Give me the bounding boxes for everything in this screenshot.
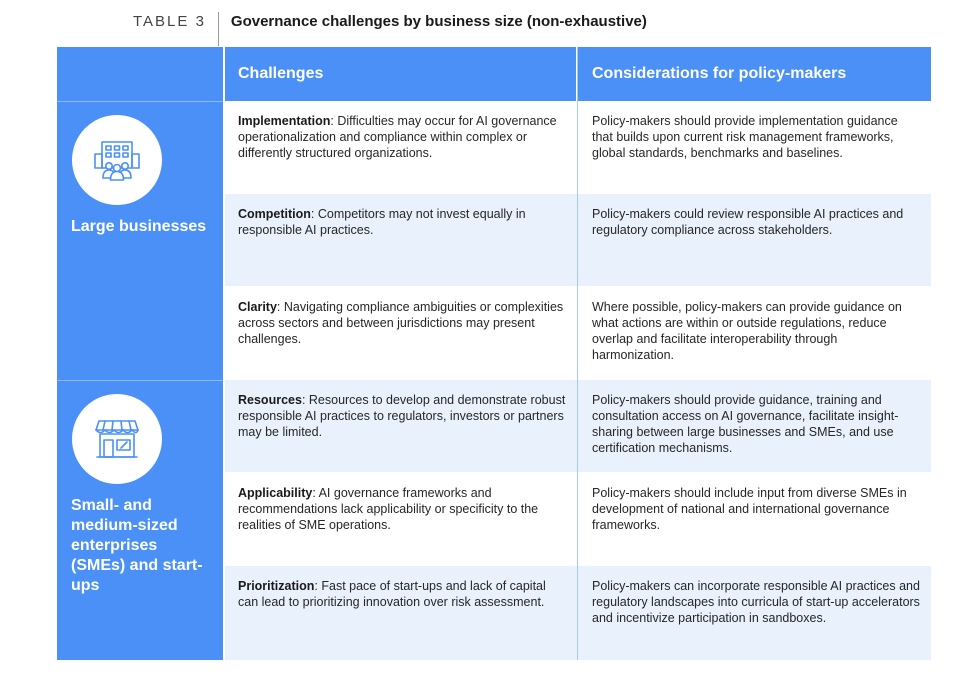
challenge-term: Applicability (238, 486, 313, 500)
challenge-cell (238, 299, 568, 347)
header-challenges: Challenges (225, 47, 576, 101)
group-label-smes: Small- and medium-sized enterprises (SMEs) and start-ups (71, 497, 203, 594)
challenge-text: : Difficulties may occur for AI governance operationalization and compliance within complex or differently structured organizations. (238, 114, 557, 160)
consideration-cell: Policy-makers should include input from diverse SMEs in development of national and international governance frameworks. (592, 486, 907, 532)
table-row (225, 101, 931, 193)
table-title: Governance challenges by business size (non-exhaustive) (230, 13, 647, 30)
table-row (225, 194, 931, 286)
challenge-term: Competition (238, 207, 311, 221)
table-row (225, 566, 931, 660)
challenge-term: Clarity (238, 300, 277, 314)
column-divider (223, 47, 224, 660)
table-row (225, 287, 931, 379)
consideration-cell: Policy-makers can incorporate responsible AI practices and regulatory landscapes into curricula of start-up accelerators and incentivize participation in sandboxes. (592, 579, 920, 625)
challenge-cell (238, 578, 568, 610)
challenge-term: Resources (238, 393, 302, 407)
group-label-large-businesses: Large businesses (71, 218, 207, 235)
table-row (225, 380, 931, 472)
consideration-cell: Policy-makers could review responsible AI practices and regulatory compliance across stakeholders. (592, 207, 904, 237)
table-caption (133, 12, 647, 46)
challenge-text: : Competitors may not invest equally in responsible AI practices. (238, 207, 526, 237)
governance-table (57, 47, 931, 660)
table-row (225, 473, 931, 565)
challenge-text: : Resources to develop and demonstrate robust responsible AI practices to regulators, investors or partners may be limited. (238, 393, 566, 439)
challenge-text: : Fast pace of start-ups and lack of capital can lead to prioritizing innovation over risk assessment. (238, 579, 546, 609)
table-number: TABLE 3 (133, 13, 206, 30)
header-considerations: Considerations for policy-makers (578, 47, 931, 101)
group-separator (57, 380, 223, 381)
challenge-term: Implementation (238, 114, 331, 128)
consideration-cell: Where possible, policy-makers can provide guidance on what actions are within or outside regulations, reduce overlap and facilitate interoperability through harmonization. (592, 300, 902, 362)
group-separator (57, 101, 223, 102)
challenge-cell (238, 113, 568, 161)
office-building-people-icon (72, 115, 162, 205)
challenge-cell (238, 206, 568, 238)
challenge-cell (238, 485, 568, 533)
consideration-cell: Policy-makers should provide implementation guidance that builds upon current risk management frameworks, global standards, benchmarks and baselines. (592, 114, 898, 160)
consideration-cell: Policy-makers should provide guidance, training and consultation access on AI governance, facilitate insight-sharing between large businesses and SMEs, and use certification mechanisms. (592, 393, 899, 455)
challenge-text: : Navigating compliance ambiguities or complexities across sectors and between jurisdictions may present challenges. (238, 300, 564, 346)
challenge-text: : AI governance frameworks and recommendations lack applicability or specificity to the realities of SME operations. (238, 486, 539, 532)
challenge-term: Prioritization (238, 579, 315, 593)
storefront-icon (72, 394, 162, 484)
column-divider (577, 47, 578, 660)
challenge-cell (238, 392, 568, 440)
